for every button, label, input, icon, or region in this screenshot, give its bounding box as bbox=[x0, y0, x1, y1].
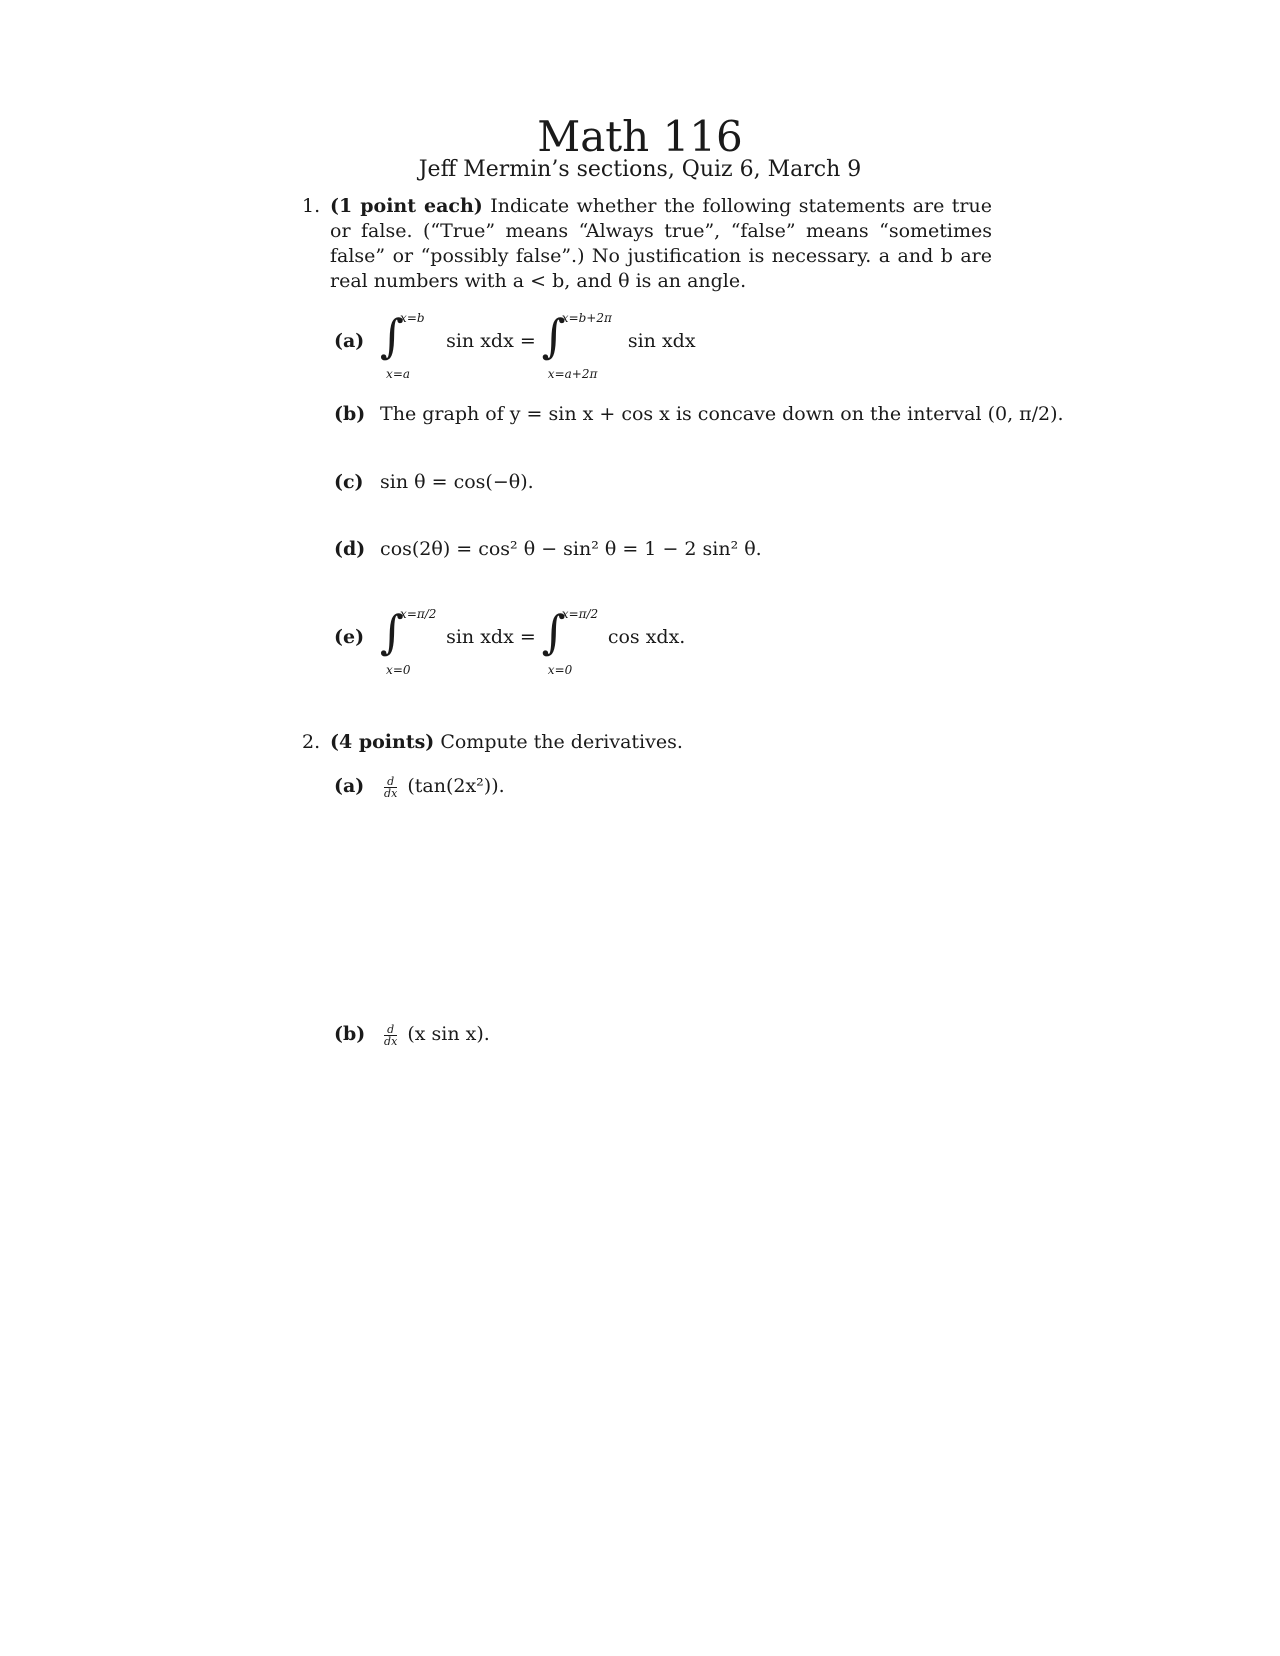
integral-upper-limit: x=π/2 bbox=[400, 607, 437, 621]
problem-1-part-e bbox=[334, 605, 686, 677]
page-title: Math 116 bbox=[537, 112, 743, 161]
integrand: sin xdx = bbox=[446, 330, 536, 352]
integral-lower-limit: x=0 bbox=[547, 663, 573, 677]
part-text: cos(2θ) = cos² θ − sin² θ = 1 − 2 sin² θ. bbox=[380, 538, 762, 560]
problem-1-number: 1. bbox=[302, 195, 321, 217]
derivative-operator: $\frac{d}{dx}$ bbox=[384, 774, 398, 800]
integral-lower-limit: x=a+2π bbox=[547, 367, 598, 381]
problem-2-number: 2. bbox=[302, 731, 321, 753]
integral-sign-icon: ∫ bbox=[541, 605, 566, 659]
part-label: (e) bbox=[334, 626, 365, 648]
problem-2-points: (4 points) bbox=[330, 731, 435, 753]
part-text: sin θ = cos(−θ). bbox=[380, 471, 534, 493]
part-label: (b) bbox=[334, 403, 366, 425]
derivative-operator: $\frac{d}{dx}$ bbox=[384, 1022, 398, 1048]
problem-1-part-b bbox=[334, 402, 1064, 427]
integral-right bbox=[541, 309, 622, 381]
part-label: (b) bbox=[334, 1023, 366, 1045]
integral-sign-icon: ∫ bbox=[380, 309, 405, 363]
page-subtitle: Jeff Mermin’s sections, Quiz 6, March 9 bbox=[418, 157, 862, 182]
problem-1-part-a bbox=[334, 309, 696, 381]
problem-2-part-a bbox=[334, 774, 505, 799]
problem-2-text: Compute the derivatives. bbox=[440, 731, 683, 753]
part-text: The graph of y = sin x + cos x is concave down on the interval (0, π/2). bbox=[380, 403, 1064, 425]
derivative-expression: (x sin x). bbox=[407, 1023, 490, 1045]
problem-1-text: Indicate whether the following statements are true or false. (“True” means “Always true”, “false” means “sometimes false” or “possibly false”.) No justification is necessary. a and b are real numbers with a < b, and θ is an angle. bbox=[330, 195, 992, 292]
integral-upper-limit: x=π/2 bbox=[561, 607, 599, 621]
integral-upper-limit: x=b+2π bbox=[561, 311, 612, 325]
problem-1-part-d bbox=[334, 537, 762, 562]
integral-upper-limit: x=b bbox=[400, 311, 425, 325]
derivative-expression: (tan(2x²)). bbox=[407, 775, 505, 797]
part-label: (a) bbox=[334, 330, 365, 352]
problem-2-part-b bbox=[334, 1022, 490, 1047]
integral-sign-icon: ∫ bbox=[541, 309, 566, 363]
problem-1-statement bbox=[330, 194, 992, 294]
problem-1-part-c bbox=[334, 470, 534, 495]
integral-lower-limit: x=a bbox=[386, 367, 411, 381]
part-label: (c) bbox=[334, 471, 364, 493]
problem-2-statement bbox=[330, 730, 992, 755]
integral-left bbox=[380, 605, 440, 677]
integral-right bbox=[541, 605, 602, 677]
integral-left bbox=[380, 309, 440, 381]
problem-1-points: (1 point each) bbox=[330, 195, 483, 217]
integral-lower-limit: x=0 bbox=[386, 663, 411, 677]
integrand: sin xdx = bbox=[446, 626, 536, 648]
integrand: sin xdx bbox=[627, 330, 696, 352]
part-label: (a) bbox=[334, 775, 365, 797]
integral-sign-icon: ∫ bbox=[380, 605, 405, 659]
problem-1 bbox=[302, 194, 992, 294]
integrand: cos xdx. bbox=[607, 626, 686, 648]
part-label: (d) bbox=[334, 538, 366, 560]
problem-2 bbox=[302, 730, 992, 755]
